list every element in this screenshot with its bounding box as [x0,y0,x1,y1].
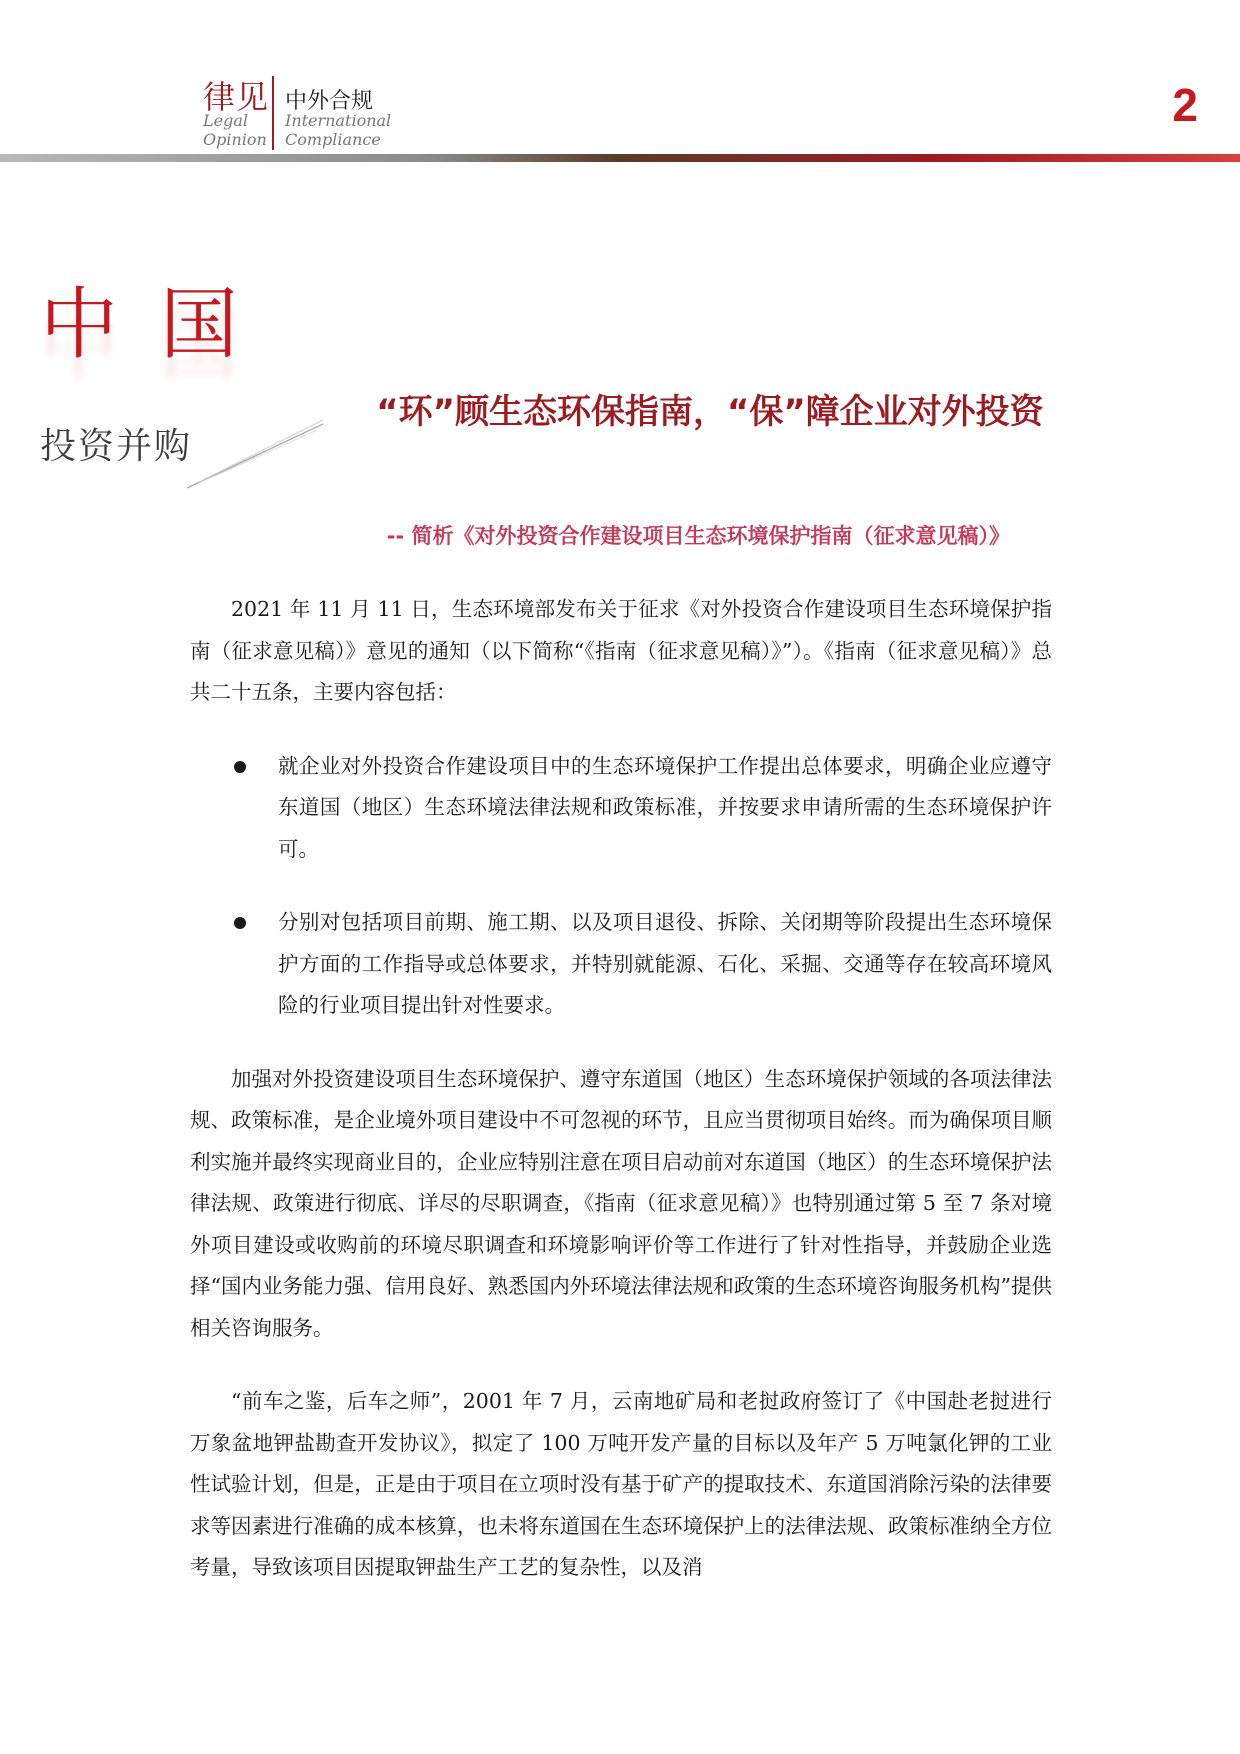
paragraph-case-study: “前车之鉴，后车之师”，2001 年 7 月，云南地矿局和老挝政府签订了《中国赴老挝进行万象盆地钾盐勘查开发协议》，拟定了 100 万吨开发产量的目标以及年产 5 万吨氯化钾的工业性试验计划，但是，正是由于项目在立项时没有基于矿产的提取技术、东道国消除污染的法律要求等因素进行准确的成本核算，也未将东道国在生态环境保护上的法律法规、政策标准纳全方位考量，导致该项目因提取钾盐生产工艺的复杂性，以及消 [190,1389,1052,1579]
article-subtitle: -- 简析《对外投资合作建设项目生态环境保护指南（征求意见稿）》 [386,524,1010,548]
bullet-dot-icon [234,917,246,929]
logo-english-legal: Legal [203,111,248,130]
header-gradient-bar [0,154,1240,162]
logo-chinese-name: 律见 [203,78,270,116]
logo-divider [272,76,274,150]
logo-english-left [203,111,267,149]
decorative-slash-lines [185,418,325,490]
logo-english-opinion: Opinion [203,130,267,149]
logo-english-compliance: Compliance [285,130,381,149]
bullet-list [190,746,1052,1027]
list-item-text: 就企业对外投资合作建设项目中的生态环境保护工作提出总体要求，明确企业应遵守东道国（地区）生态环境法律法规和政策标准，并按要求申请所需的生态环境保护许可。 [278,753,1052,861]
article-title: “环”顾生态环保指南，“保”障企业对外投资 [376,392,1044,432]
article-body [190,589,1052,1621]
list-item-text: 分别对包括项目前期、施工期、以及项目退役、拆除、关闭期等阶段提出生态环境保护方面的工作指导或总体要求，并特别就能源、石化、采掘、交通等存在较高环境风险的行业项目提出针对性要求。 [278,910,1052,1017]
logo-chinese-subtitle: 中外合规 [285,89,374,114]
paragraph-due-diligence: 加强对外投资建设项目生态环境保护、遵守东道国（地区）生态环境保护领域的各项法律法规、政策标准，是企业境外项目建设中不可忽视的环节，且应当贯彻项目始终。而为确保项目顺利实施并最终实现商业目的，企业应特别注意在项目启动前对东道国（地区）的生态环境保护法律法规、政策进行彻底、详尽的尽职调查，《指南（征求意见稿）》也特别通过第 5 至 7 条对境外项目建设或收购前的环境尽职调查和环境影响评价等工作进行了针对性指导，并鼓励企业选择“国内业务能力强、信用良好、熟悉国内外环境法律法规和政策的生态环境咨询服务机构”提供相关咨询服务。 [190,1066,1052,1340]
region-heading: 中国 [40,280,281,370]
logo-english-right [285,111,391,149]
section-heading: 投资并购 [40,426,193,467]
logo-english-international: International [285,111,392,130]
list-item [190,746,1052,871]
page-header [0,0,1240,165]
page-number: 2 [1172,79,1198,131]
bullet-dot-icon [234,761,246,773]
list-item [190,902,1052,1027]
paragraph-intro: 2021 年 11 月 11 日，生态环境部发布关于征求《对外投资合作建设项目生态环境保护指南（征求意见稿）》意见的通知（以下简称“《指南（征求意见稿）》”）。《指南（征求意见稿）》总共二十五条，主要内容包括： [190,597,1052,704]
